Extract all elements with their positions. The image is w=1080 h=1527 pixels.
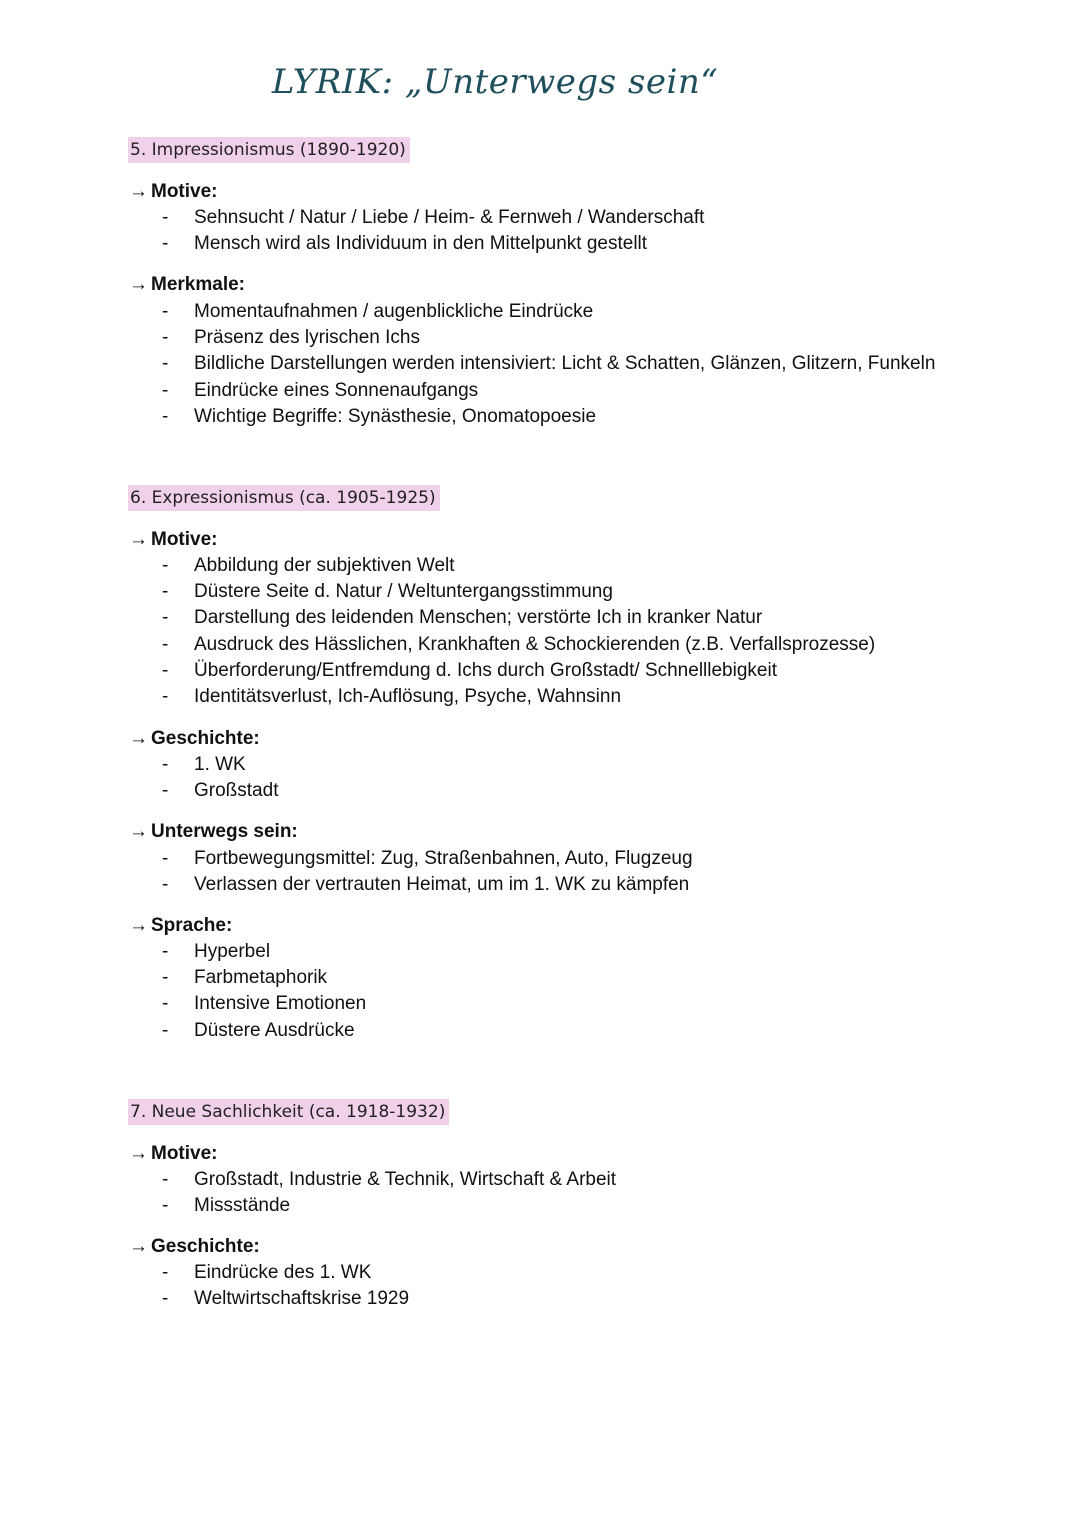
- arrow-right-icon: →: [129, 529, 148, 550]
- subheading-sprache: → Sprache:: [129, 913, 232, 939]
- arrow-right-icon: →: [129, 1143, 148, 1164]
- list-item: - Darstellung des leidenden Menschen; verstörte Ich in kranker Natur: [160, 605, 875, 631]
- list-item: - Wichtige Begriffe: Synästhesie, Onomatopoesie: [160, 404, 935, 430]
- list-item: - Großstadt: [160, 778, 278, 804]
- arrow-right-icon: →: [129, 821, 148, 842]
- list-sprache: [160, 939, 366, 1044]
- list-item: - Hyperbel: [160, 939, 366, 965]
- list-item: - Farbmetaphorik: [160, 965, 366, 991]
- subheading-unterwegs-sein: → Unterwegs sein:: [129, 819, 298, 845]
- subheading-geschichte: → Geschichte:: [129, 726, 260, 752]
- section-heading-expressionismus: 6. Expressionismus (ca. 1905-1925): [128, 485, 440, 511]
- list-item: - Weltwirtschaftskrise 1929: [160, 1286, 409, 1312]
- list-item: - Momentaufnahmen / augenblickliche Eindrücke: [160, 299, 935, 325]
- list-item: - Identitätsverlust, Ich-Auflösung, Psyche, Wahnsinn: [160, 684, 875, 710]
- list-item: - Eindrücke des 1. WK: [160, 1260, 409, 1286]
- subheading-merkmale: → Merkmale:: [129, 272, 245, 298]
- arrow-right-icon: →: [129, 728, 148, 749]
- list-item: - Düstere Seite d. Natur / Weltuntergangsstimmung: [160, 579, 875, 605]
- subheading-motive: → Motive:: [129, 179, 218, 205]
- list-motive: [160, 553, 875, 710]
- list-item: - Fortbewegungsmittel: Zug, Straßenbahnen, Auto, Flugzeug: [160, 846, 693, 872]
- subheading-geschichte: → Geschichte:: [129, 1234, 260, 1260]
- subheading-motive: → Motive:: [129, 527, 218, 553]
- list-item: - Sehnsucht / Natur / Liebe / Heim- & Fernweh / Wanderschaft: [160, 205, 704, 231]
- list-item: - Verlassen der vertrauten Heimat, um im 1. WK zu kämpfen: [160, 872, 693, 898]
- section-heading-impressionismus: 5. Impressionismus (1890-1920): [128, 137, 410, 163]
- list-geschichte: [160, 752, 278, 804]
- list-item: - Missstände: [160, 1193, 616, 1219]
- list-item: - Intensive Emotionen: [160, 991, 366, 1017]
- list-motive: [160, 205, 704, 257]
- list-unterwegs-sein: [160, 846, 693, 898]
- list-item: - 1. WK: [160, 752, 278, 778]
- subheading-motive: → Motive:: [129, 1141, 218, 1167]
- list-item: - Düstere Ausdrücke: [160, 1018, 366, 1044]
- arrow-right-icon: →: [129, 274, 148, 295]
- list-merkmale: [160, 299, 935, 430]
- list-item: - Präsenz des lyrischen Ichs: [160, 325, 935, 351]
- list-motive: [160, 1167, 616, 1219]
- list-item: - Mensch wird als Individuum in den Mittelpunkt gestellt: [160, 231, 704, 257]
- list-item: - Großstadt, Industrie & Technik, Wirtschaft & Arbeit: [160, 1167, 616, 1193]
- list-geschichte: [160, 1260, 409, 1312]
- list-item: - Ausdruck des Hässlichen, Krankhaften & Schockierenden (z.B. Verfallsprozesse): [160, 632, 875, 658]
- section-heading-neue-sachlichkeit: 7. Neue Sachlichkeit (ca. 1918-1932): [128, 1099, 449, 1125]
- list-item: - Abbildung der subjektiven Welt: [160, 553, 875, 579]
- list-item: - Eindrücke eines Sonnenaufgangs: [160, 378, 935, 404]
- arrow-right-icon: →: [129, 1236, 148, 1257]
- page-title: LYRIK: „Unterwegs sein“: [271, 62, 719, 102]
- arrow-right-icon: →: [129, 915, 148, 936]
- list-item: - Bildliche Darstellungen werden intensiviert: Licht & Schatten, Glänzen, Glitzern, Funkeln: [160, 351, 935, 377]
- list-item: - Überforderung/Entfremdung d. Ichs durch Großstadt/ Schnelllebigkeit: [160, 658, 875, 684]
- arrow-right-icon: →: [129, 181, 148, 202]
